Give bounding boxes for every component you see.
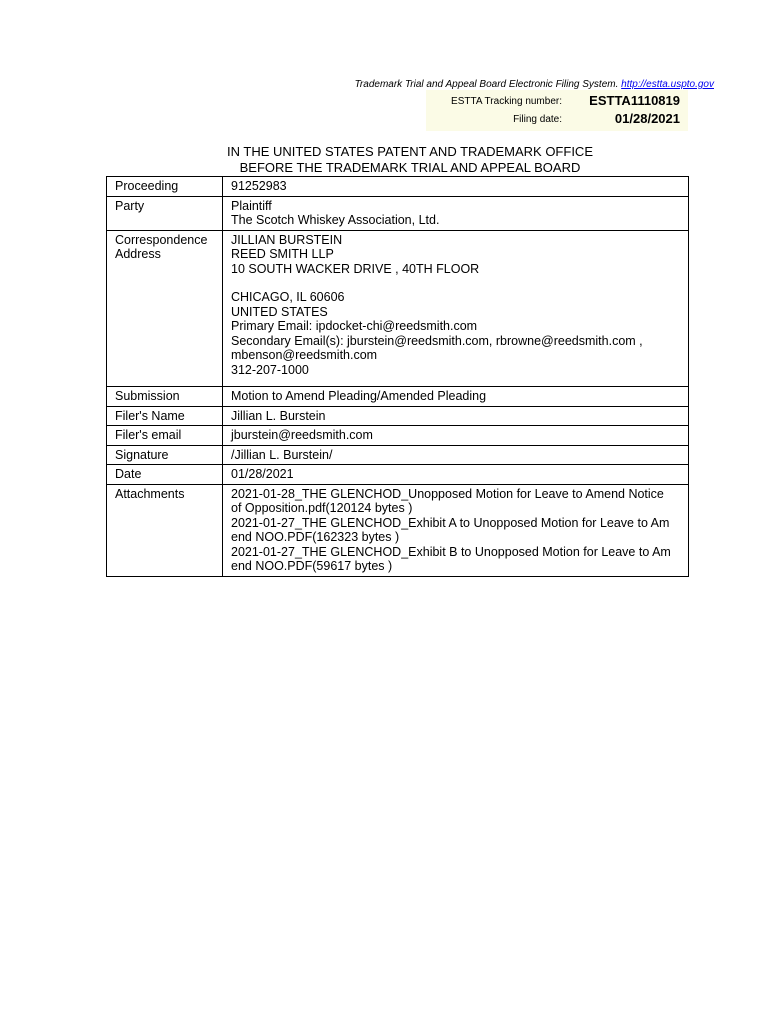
tracking-label: ESTTA Tracking number: bbox=[451, 96, 562, 107]
value-filers-email: jburstein@reedsmith.com bbox=[231, 428, 373, 442]
tracking-box bbox=[426, 90, 688, 131]
title-line-1: IN THE UNITED STATES PATENT AND TRADEMARK OFFICE bbox=[227, 144, 593, 159]
secondary-emails-cont: mbenson@reedsmith.com bbox=[231, 348, 378, 362]
estta-link[interactable]: http://estta.uspto.gov bbox=[621, 79, 714, 90]
row-filers-name bbox=[107, 407, 688, 427]
value-proceeding: 91252983 bbox=[231, 179, 287, 193]
party-name: The Scotch Whiskey Association, Ltd. bbox=[231, 213, 440, 227]
row-filers-email bbox=[107, 426, 688, 446]
label-date: Date bbox=[107, 465, 223, 484]
address-line: 10 SOUTH WACKER DRIVE , 40TH FLOOR bbox=[231, 261, 480, 276]
address-line: CHICAGO, IL 60606 bbox=[231, 290, 345, 304]
label-party: Party bbox=[107, 197, 223, 230]
filing-table bbox=[106, 176, 689, 577]
party-role: Plaintiff bbox=[231, 198, 272, 213]
label-filers-email: Filer's email bbox=[107, 426, 223, 445]
primary-email: Primary Email: ipdocket-chi@reedsmith.com bbox=[231, 319, 478, 333]
label-signature: Signature bbox=[107, 446, 223, 465]
attachment-line: end NOO.PDF(162323 bytes ) bbox=[231, 530, 400, 544]
label-attachments: Attachments bbox=[107, 485, 223, 576]
label-submission: Submission bbox=[107, 387, 223, 406]
system-text: Trademark Trial and Appeal Board Electronic Filing System. bbox=[354, 79, 619, 90]
filing-date-value: 01/28/2021 bbox=[614, 111, 680, 126]
value-signature: /Jillian L. Burstein/ bbox=[231, 447, 333, 462]
row-proceeding bbox=[107, 177, 688, 197]
address-line: REED SMITH LLP bbox=[231, 247, 334, 261]
value-date: 01/28/2021 bbox=[231, 467, 294, 481]
row-date bbox=[107, 465, 688, 485]
label-correspondence-2: Address bbox=[115, 247, 161, 261]
address-line: JILLIAN BURSTEIN bbox=[231, 232, 343, 247]
tracking-row bbox=[426, 92, 688, 112]
label-correspondence bbox=[107, 231, 223, 387]
attachment-line: of Opposition.pdf(120124 bytes ) bbox=[231, 501, 413, 515]
filing-date-label: Filing date: bbox=[513, 114, 562, 125]
value-filers-name: Jillian L. Burstein bbox=[231, 408, 326, 423]
filing-date-row bbox=[426, 110, 688, 130]
title-line-2: BEFORE THE TRADEMARK TRIAL AND APPEAL BOARD bbox=[239, 160, 581, 175]
phone-number: 312-207-1000 bbox=[231, 362, 309, 377]
value-correspondence bbox=[223, 231, 688, 387]
estta-header-line bbox=[320, 79, 714, 90]
value-submission: Motion to Amend Pleading/Amended Pleading bbox=[231, 389, 487, 403]
label-correspondence-1: Correspondence bbox=[115, 232, 208, 247]
address-gap bbox=[231, 276, 682, 290]
row-attachments bbox=[107, 485, 688, 576]
attachment-line: 2021-01-28_THE GLENCHOD_Unopposed Motion for Leave to Amend Notice bbox=[231, 486, 664, 501]
attachment-line: 2021-01-27_THE GLENCHOD_Exhibit B to Unopposed Motion for Leave to Am bbox=[231, 544, 671, 559]
tracking-number: ESTTA1110819 bbox=[589, 93, 680, 108]
value-party bbox=[223, 197, 688, 230]
address-line: UNITED STATES bbox=[231, 304, 328, 319]
row-correspondence bbox=[107, 231, 688, 388]
row-party bbox=[107, 197, 688, 231]
attachment-line: 2021-01-27_THE GLENCHOD_Exhibit A to Unopposed Motion for Leave to Am bbox=[231, 515, 670, 530]
value-attachments bbox=[223, 485, 688, 576]
attachment-line: end NOO.PDF(59617 bytes ) bbox=[231, 559, 393, 573]
document-title bbox=[150, 144, 670, 176]
label-proceeding: Proceeding bbox=[107, 177, 223, 196]
label-filers-name: Filer's Name bbox=[107, 407, 223, 426]
secondary-emails: Secondary Email(s): jburstein@reedsmith.com, rbrowne@reedsmith.com , bbox=[231, 333, 643, 348]
row-signature bbox=[107, 446, 688, 466]
row-submission bbox=[107, 387, 688, 407]
